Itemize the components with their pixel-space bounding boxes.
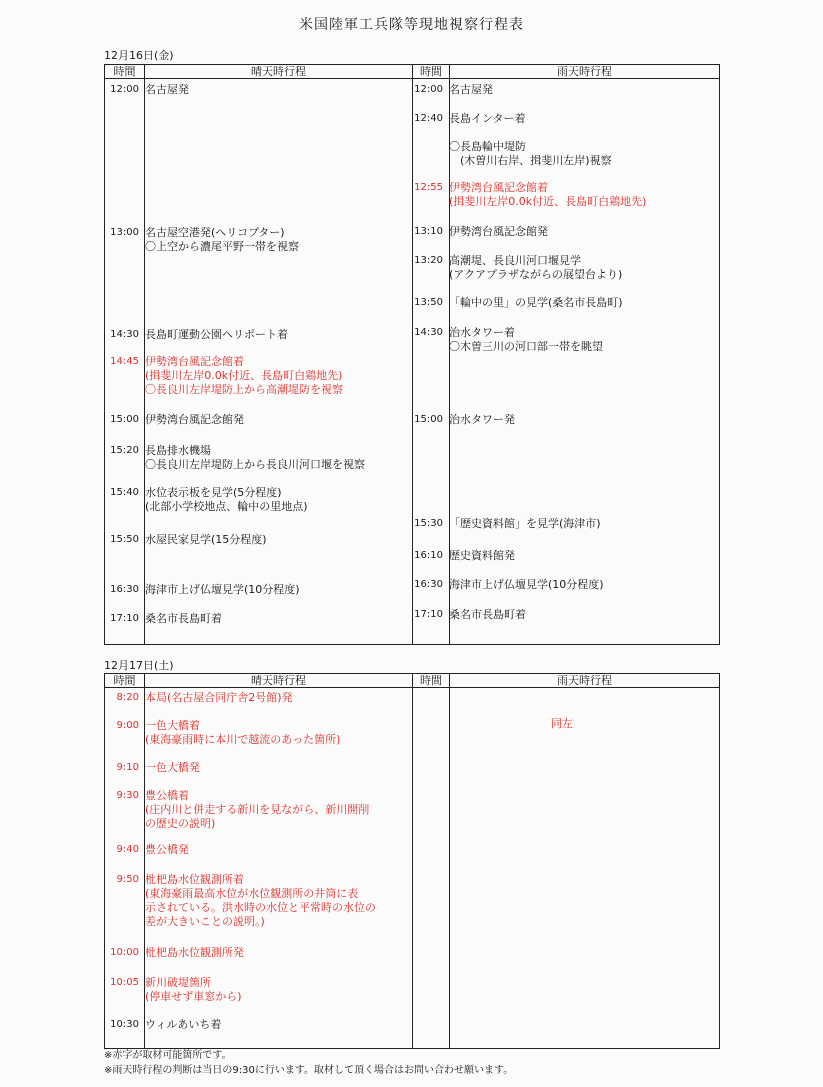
entry-title: 長島町運動公園ヘリポート着 <box>145 328 288 341</box>
entry-time: 16:30 <box>414 579 443 590</box>
day1-sunny-column <box>105 79 413 645</box>
entry-detail: (東海豪雨時に本川で越流のあった箇所) <box>145 733 341 746</box>
time-header: 時間 <box>105 674 145 688</box>
entry-time: 16:30 <box>110 584 139 595</box>
entry-time: 12:40 <box>414 113 443 124</box>
entry-detail: 示されている。洪水時の水位と平常時の水位の <box>145 901 376 914</box>
entry-title: 海津市上げ仏壇見学(10分程度) <box>145 583 300 596</box>
entry-time: 13:50 <box>414 297 443 308</box>
sunny-header: 晴天時行程 <box>145 674 413 688</box>
entry-detail: (揖斐川左岸0.0k付近、長島町白鶏地先) <box>145 369 343 382</box>
entry-time: 10:05 <box>110 977 139 988</box>
entry-time: 8:20 <box>116 692 139 703</box>
rainy-header: 雨天時行程 <box>450 674 720 688</box>
same-as-left-note: 同左 <box>551 717 573 730</box>
entry-title: 名古屋空港発(ヘリコプター) <box>145 226 285 239</box>
entry-title: 「輪中の里」の見学(桑名市長島町) <box>449 296 623 309</box>
entry-title: 〇長島輪中堤防 <box>449 140 526 153</box>
entry-time: 14:30 <box>414 327 443 338</box>
rainy-header: 雨天時行程 <box>450 65 720 79</box>
entry-title: 長島インター着 <box>449 112 526 125</box>
time-header: 時間 <box>413 65 450 79</box>
entry-title: 枇杷島水位観測所発 <box>145 946 244 959</box>
entry-title: 豊公橋発 <box>145 843 189 856</box>
time-column-divider <box>449 79 450 644</box>
entry-title: 桑名市長島町着 <box>449 608 526 621</box>
entry-time: 9:30 <box>116 790 139 801</box>
entry-time: 14:30 <box>110 329 139 340</box>
day2-sunny-column <box>105 688 413 1049</box>
sunny-header: 晴天時行程 <box>145 65 413 79</box>
entry-time: 14:45 <box>110 356 139 367</box>
day2-schedule-table <box>104 673 720 1049</box>
entry-time: 13:10 <box>414 226 443 237</box>
entry-title: 伊勢湾台風記念館着 <box>145 355 244 368</box>
entry-time: 12:00 <box>414 84 443 95</box>
entry-title: 水位表示板を見学(5分程度) <box>145 486 282 499</box>
entry-time: 9:10 <box>116 762 139 773</box>
entry-time: 15:00 <box>414 414 443 425</box>
entry-title: 一色大橋発 <box>145 761 200 774</box>
entry-time: 12:00 <box>110 84 139 95</box>
day2-rainy-time-column <box>413 688 450 1049</box>
entry-time: 13:20 <box>414 255 443 266</box>
time-column-divider <box>144 688 145 1048</box>
entry-title: 桑名市長島町着 <box>145 612 222 625</box>
entry-detail: 〇長良川左岸堤防上から長良川河口堰を視察 <box>145 458 365 471</box>
entry-detail: の歴史の説明) <box>145 817 216 830</box>
time-header: 時間 <box>413 674 450 688</box>
page-title: 米国陸軍工兵隊等現地視察行程表 <box>299 17 524 33</box>
entry-detail: 〇木曽三川の河口部一帯を眺望 <box>449 340 603 353</box>
entry-title: 伊勢湾台風記念館発 <box>449 225 548 238</box>
entry-title: 豊公橋着 <box>145 789 189 802</box>
entry-detail: 差が大きいことの説明。) <box>145 915 265 928</box>
entry-detail: (揖斐川左岸0.0k付近、長島町白鶏地先) <box>449 195 647 208</box>
entry-time: 15:20 <box>110 445 139 456</box>
entry-title: 本局(名古屋合同庁舎2号館)発 <box>145 691 293 704</box>
entry-title: 名古屋発 <box>145 83 189 96</box>
entry-time: 17:10 <box>414 609 443 620</box>
entry-detail: (東海豪雨最高水位が水位観測所の井筒に表 <box>145 887 359 900</box>
entry-detail: (停車せず車窓から) <box>145 990 242 1003</box>
day2-rainy-column <box>450 688 720 1049</box>
time-column-divider <box>144 79 145 644</box>
entry-time: 15:30 <box>414 518 443 529</box>
entry-detail: 〇長良川左岸堤防上から高潮堤防を視察 <box>145 383 343 396</box>
entry-time: 10:30 <box>110 1019 139 1030</box>
entry-time: 9:00 <box>116 720 139 731</box>
entry-time: 16:10 <box>414 550 443 561</box>
entry-title: 長島排水機場 <box>145 444 211 457</box>
entry-time: 10:00 <box>110 947 139 958</box>
entry-title: 伊勢湾台風記念館発 <box>145 413 244 426</box>
day1-schedule-table <box>104 64 720 645</box>
entry-title: 名古屋発 <box>449 83 493 96</box>
entry-title: 治水タワー着 <box>449 326 515 339</box>
day1-rainy-column <box>413 79 720 645</box>
entry-detail: 〇上空から濃尾平野一帯を視察 <box>145 240 299 253</box>
entry-title: ウィルあいち着 <box>145 1018 222 1031</box>
entry-detail: (木曽川右岸、揖斐川左岸)視察 <box>449 154 612 167</box>
entry-time: 9:50 <box>116 874 139 885</box>
entry-title: 高潮堤、長良川河口堰見学 <box>449 254 581 267</box>
entry-title: 海津市上げ仏壇見学(10分程度) <box>449 578 604 591</box>
day2-date: 12月17日(土) <box>104 659 174 672</box>
entry-title: 水屋民家見学(15分程度) <box>145 533 267 546</box>
entry-time: 17:10 <box>110 613 139 624</box>
entry-time: 15:00 <box>110 414 139 425</box>
day1-date: 12月16日(金) <box>104 49 174 62</box>
entry-time: 15:40 <box>110 487 139 498</box>
entry-title: 一色大橋着 <box>145 719 200 732</box>
entry-title: 治水タワー発 <box>449 413 515 426</box>
entry-detail: (北部小学校地点、輪中の里地点) <box>145 500 308 513</box>
entry-time: 9:40 <box>116 844 139 855</box>
entry-title: 枇杷島水位観測所着 <box>145 873 244 886</box>
entry-detail: (アクアプラザながらの展望台より) <box>449 268 623 281</box>
entry-time: 13:00 <box>110 227 139 238</box>
entry-time: 15:50 <box>110 534 139 545</box>
entry-detail: (庄内川と併走する新川を見ながら、新川開削 <box>145 803 370 816</box>
note-rain-decision: ※雨天時行程の判断は当日の9:30に行います。取材して頂く場合はお問い合わせ願います。 <box>104 1065 514 1076</box>
entry-title: 「歴史資料館」を見学(海津市) <box>449 517 601 530</box>
entry-title: 伊勢湾台風記念館着 <box>449 181 548 194</box>
time-header: 時間 <box>105 65 145 79</box>
entry-title: 歴史資料館発 <box>449 549 515 562</box>
entry-title: 新川破堤箇所 <box>145 976 211 989</box>
entry-time: 12:55 <box>414 182 443 193</box>
note-red-text: ※赤字が取材可能箇所です。 <box>104 1050 232 1061</box>
